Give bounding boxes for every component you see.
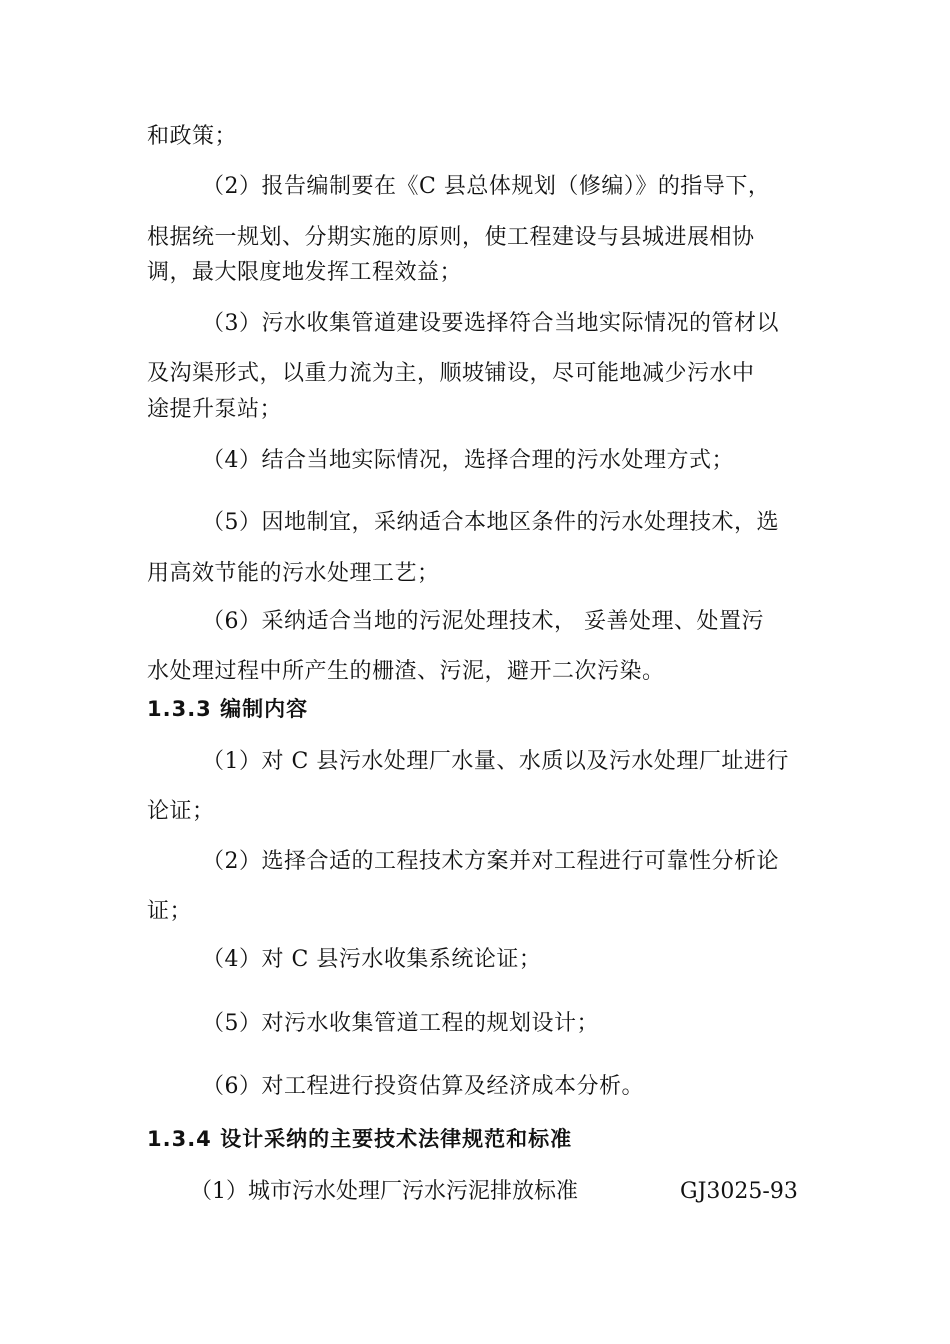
paragraph-line: 和政策； xyxy=(147,124,238,149)
paragraph-line: 途提升泵站； xyxy=(147,397,283,422)
paragraph-line: （1）对 C 县污水处理厂水量、水质以及污水处理厂址进行 xyxy=(202,749,789,774)
standard-row xyxy=(190,1177,798,1207)
paragraph-line: 根据统一规划、分期实施的原则，使工程建设与县城进展相协 xyxy=(147,225,755,250)
paragraph-line: （5）对污水收集管道工程的规划设计； xyxy=(202,1011,599,1036)
standard-name: （1）城市污水处理厂污水污泥排放标准 xyxy=(190,1179,578,1204)
paragraph-line: 水处理过程中所产生的栅渣、污泥，避开二次污染。 xyxy=(147,659,665,684)
paragraph-line: 调，最大限度地发挥工程效益； xyxy=(147,260,463,285)
standard-code: GJ3025-93 xyxy=(680,1179,798,1204)
paragraph-line: 用高效节能的污水处理工艺； xyxy=(147,561,440,586)
paragraph-line: （2）选择合适的工程技术方案并对工程进行可靠性分析论 xyxy=(202,849,779,874)
paragraph-line: （6）对工程进行投资估算及经济成本分析。 xyxy=(202,1074,644,1099)
paragraph-line: 证； xyxy=(147,899,193,924)
paragraph-line: （4）结合当地实际情况，选择合理的污水处理方式； xyxy=(202,448,734,473)
paragraph-line: （5）因地制宜，采纳适合本地区条件的污水处理技术，选 xyxy=(202,510,779,535)
paragraph-line: （3）污水收集管道建设要选择符合当地实际情况的管材以 xyxy=(202,311,779,336)
section-heading-1-3-3: 1.3.3 编制内容 xyxy=(147,697,309,721)
paragraph-line: （4）对 C 县污水收集系统论证； xyxy=(202,947,542,972)
section-heading-1-3-4: 1.3.4 设计采纳的主要技术法律规范和标准 xyxy=(147,1127,573,1151)
paragraph-line: 及沟渠形式，以重力流为主，顺坡铺设，尽可能地减少污水中 xyxy=(147,361,755,386)
paragraph-line: 论证； xyxy=(147,799,215,824)
paragraph-line: （6）采纳适合当地的污泥处理技术， 妥善处理、处置污 xyxy=(202,609,764,634)
paragraph-line: （2）报告编制要在《C 县总体规划（修编）》的指导下， xyxy=(202,174,771,199)
